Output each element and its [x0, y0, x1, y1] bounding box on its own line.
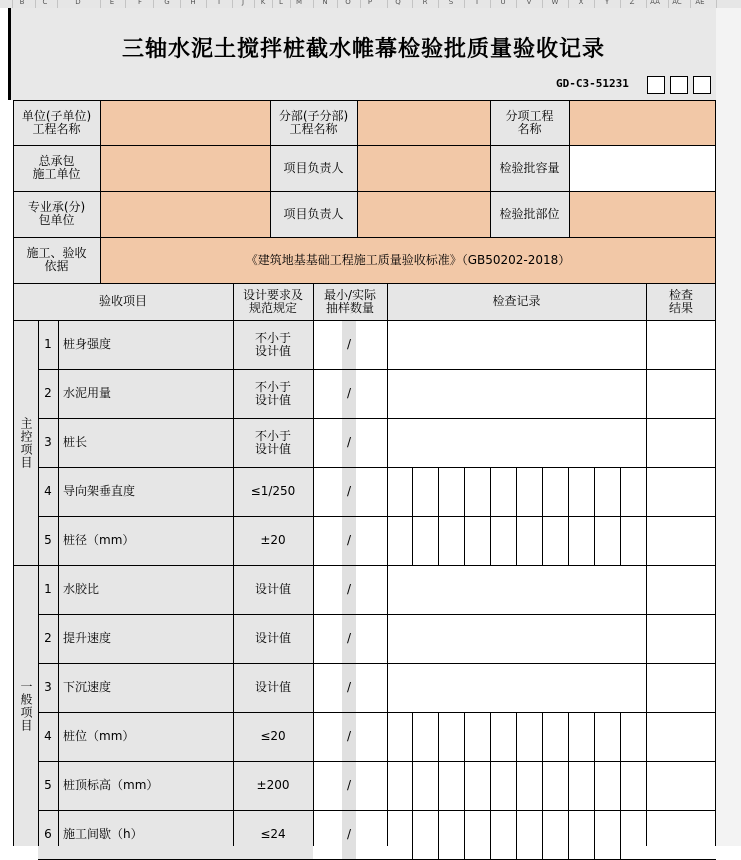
- grid-line: [490, 810, 491, 859]
- row-sample-separator: /: [342, 516, 356, 565]
- row-item-name: 导向架垂直度: [58, 467, 233, 516]
- grid-line: [620, 712, 621, 761]
- row-number: 3: [38, 663, 58, 712]
- row-item-name: 水泥用量: [58, 369, 233, 418]
- column-letter-z: Z: [629, 0, 635, 6]
- row-min-sample-input[interactable]: [313, 614, 342, 663]
- grid-line: [412, 712, 413, 761]
- row-check-record-input[interactable]: [387, 565, 646, 614]
- unit-name-label: 单位(子单位) 工程名称: [13, 100, 100, 145]
- left-border-bar: [8, 8, 11, 100]
- grid-line: [438, 761, 439, 810]
- project-manager-label: 项目负责人: [270, 145, 357, 191]
- sub-contractor-label: 专业承(分) 包单位: [13, 191, 100, 237]
- column-letter-f: F: [137, 0, 143, 6]
- row-check-result-input[interactable]: [646, 810, 716, 859]
- column-letter-c: C: [42, 0, 48, 6]
- division-name-input[interactable]: [357, 100, 490, 145]
- row-item-name: 下沉速度: [58, 663, 233, 712]
- row-design-requirement: 设计值: [233, 614, 313, 663]
- general-group-cell: [13, 565, 38, 846]
- column-letter-u: U: [500, 0, 506, 6]
- grid-line: [490, 100, 491, 237]
- column-letter-ae: AE: [695, 0, 705, 6]
- grid-line: [13, 100, 14, 846]
- grid-line: [438, 712, 439, 761]
- column-letter-w: W: [551, 0, 559, 6]
- row-actual-sample-input[interactable]: [356, 320, 387, 369]
- row-design-requirement: 不小于 设计值: [233, 369, 313, 418]
- row-sample-separator: /: [342, 712, 356, 761]
- general-contractor-label: 总承包 施工单位: [13, 145, 100, 191]
- row-design-requirement: 设计值: [233, 663, 313, 712]
- grid-line: [38, 761, 716, 762]
- row-design-requirement: ≤20: [233, 712, 313, 761]
- grid-line: [58, 320, 59, 846]
- row-item-name: 桩身强度: [58, 320, 233, 369]
- main-group-cell: [13, 320, 38, 565]
- row-min-sample-input[interactable]: [313, 516, 342, 565]
- basis-label: 施工、验收 依据: [13, 237, 100, 283]
- subitem-name-label: 分项工程 名称: [490, 100, 569, 145]
- grid-line: [270, 100, 271, 237]
- column-letter-j: J: [241, 0, 245, 6]
- row-actual-sample-input[interactable]: [356, 810, 387, 859]
- grid-line: [464, 516, 465, 565]
- lot-capacity-label: 检验批容量: [490, 145, 569, 191]
- row-actual-sample-input[interactable]: [356, 761, 387, 810]
- row-min-sample-input[interactable]: [313, 565, 342, 614]
- column-letter-e: E: [109, 0, 115, 6]
- column-letter-h: H: [190, 0, 196, 6]
- row-number: 4: [38, 712, 58, 761]
- grid-line: [100, 100, 101, 283]
- row-check-result-input[interactable]: [646, 369, 716, 418]
- grid-line: [38, 810, 716, 811]
- row-number: 5: [38, 761, 58, 810]
- code-box-3[interactable]: [693, 76, 711, 94]
- column-letter-y: Y: [604, 0, 610, 6]
- row-actual-sample-input[interactable]: [356, 467, 387, 516]
- column-letter-g: G: [164, 0, 170, 6]
- col-sampling-header: 最小/实际 抽样数量: [313, 283, 387, 320]
- lot-location-input[interactable]: [569, 191, 716, 237]
- grid-line: [568, 761, 569, 810]
- grid-line: [568, 467, 569, 516]
- col-design-header: 设计要求及 规范规定: [233, 283, 313, 320]
- grid-line: [38, 320, 39, 846]
- row-check-result-input[interactable]: [646, 614, 716, 663]
- grid-line: [568, 810, 569, 859]
- column-letter-n: N: [322, 0, 328, 6]
- grid-line: [38, 614, 716, 615]
- row-design-requirement: 不小于 设计值: [233, 320, 313, 369]
- grid-line: [490, 467, 491, 516]
- grid-line: [542, 516, 543, 565]
- grid-line: [438, 467, 439, 516]
- grid-line: [13, 100, 716, 101]
- column-letter-l: L: [279, 0, 283, 6]
- grid-line: [412, 761, 413, 810]
- grid-line: [568, 516, 569, 565]
- row-min-sample-input[interactable]: [313, 663, 342, 712]
- row-min-sample-input[interactable]: [313, 467, 342, 516]
- row-min-sample-input[interactable]: [313, 369, 342, 418]
- unit-name-input[interactable]: [100, 100, 270, 145]
- col-record-header: 检查记录: [387, 283, 646, 320]
- sheet-margin: [716, 8, 741, 846]
- column-letter-ac: AC: [672, 0, 682, 6]
- grid-line: [542, 712, 543, 761]
- project-manager-input[interactable]: [357, 145, 490, 191]
- grid-line: [516, 712, 517, 761]
- subitem-name-input[interactable]: [569, 100, 716, 145]
- column-letter-i: I: [217, 0, 221, 6]
- row-check-result-input[interactable]: [646, 467, 716, 516]
- sub-contractor-input[interactable]: [100, 191, 270, 237]
- row-check-record-input[interactable]: [387, 320, 646, 369]
- grid-line: [594, 712, 595, 761]
- grid-line: [516, 516, 517, 565]
- row-check-record-input[interactable]: [387, 663, 646, 712]
- grid-line: [568, 712, 569, 761]
- row-check-result-input[interactable]: [646, 516, 716, 565]
- grid-line: [620, 516, 621, 565]
- row-number: 1: [38, 565, 58, 614]
- grid-line: [620, 810, 621, 859]
- grid-line: [438, 810, 439, 859]
- row-item-name: 桩长: [58, 418, 233, 467]
- grid-line: [13, 237, 716, 238]
- row-number: 2: [38, 369, 58, 418]
- row-actual-sample-input[interactable]: [356, 663, 387, 712]
- row-sample-separator: /: [342, 418, 356, 467]
- row-check-result-input[interactable]: [646, 761, 716, 810]
- grid-line: [13, 145, 716, 146]
- grid-line: [464, 467, 465, 516]
- grid-line: [490, 516, 491, 565]
- grid-line: [594, 516, 595, 565]
- row-min-sample-input[interactable]: [313, 761, 342, 810]
- column-letter-x: X: [578, 0, 584, 6]
- grid-line: [594, 810, 595, 859]
- row-number: 1: [38, 320, 58, 369]
- row-sample-separator: /: [342, 614, 356, 663]
- row-check-record-input[interactable]: [387, 369, 646, 418]
- grid-line: [464, 761, 465, 810]
- row-design-requirement: ≤24: [233, 810, 313, 859]
- basis-value: 《建筑地基基础工程施工质量验收标准》（GB50202-2018）: [100, 237, 716, 283]
- grid-line: [13, 320, 716, 321]
- grid-line: [412, 810, 413, 859]
- col-result-header: 检查 结果: [646, 283, 716, 320]
- grid-line: [38, 663, 716, 664]
- grid-line: [594, 761, 595, 810]
- grid-line: [38, 467, 716, 468]
- row-item-name: 桩位（mm）: [58, 712, 233, 761]
- row-item-name: 提升速度: [58, 614, 233, 663]
- row-actual-sample-input[interactable]: [356, 516, 387, 565]
- row-actual-sample-input[interactable]: [356, 369, 387, 418]
- grid-line: [13, 191, 716, 192]
- general-group-label: 一般项目: [19, 679, 33, 732]
- row-number: 2: [38, 614, 58, 663]
- row-actual-sample-input[interactable]: [356, 418, 387, 467]
- grid-line: [38, 418, 716, 419]
- row-check-result-input[interactable]: [646, 712, 716, 761]
- grid-line: [438, 516, 439, 565]
- grid-line: [13, 283, 716, 284]
- row-item-name: 施工间歇（h）: [58, 810, 233, 859]
- row-item-name: 桩顶标高（mm）: [58, 761, 233, 810]
- row-design-requirement: ±20: [233, 516, 313, 565]
- grid-line: [13, 565, 716, 566]
- general-contractor-input[interactable]: [100, 145, 270, 191]
- row-min-sample-input[interactable]: [313, 418, 342, 467]
- row-item-name: 桩径（mm）: [58, 516, 233, 565]
- grid-line: [490, 761, 491, 810]
- column-letter-aa: AA: [650, 0, 660, 6]
- project-manager-label-2: 项目负责人: [270, 191, 357, 237]
- grid-line: [569, 100, 570, 237]
- column-letter-m: M: [295, 0, 303, 6]
- column-letter-o: O: [345, 0, 351, 6]
- column-letter-s: S: [448, 0, 454, 6]
- form-code: GD-C3-51231: [556, 77, 629, 90]
- row-min-sample-input[interactable]: [313, 810, 342, 859]
- row-min-sample-input[interactable]: [313, 320, 342, 369]
- grid-line: [38, 516, 716, 517]
- grid-line: [542, 761, 543, 810]
- grid-line: [357, 100, 358, 237]
- row-actual-sample-input[interactable]: [356, 614, 387, 663]
- grid-line: [594, 467, 595, 516]
- lot-location-label: 检验批部位: [490, 191, 569, 237]
- row-number: 4: [38, 467, 58, 516]
- row-design-requirement: 设计值: [233, 565, 313, 614]
- row-check-result-input[interactable]: [646, 418, 716, 467]
- row-sample-separator: /: [342, 565, 356, 614]
- grid-line: [516, 467, 517, 516]
- column-letter-p: P: [367, 0, 373, 6]
- grid-line: [542, 467, 543, 516]
- row-check-record-input[interactable]: [387, 614, 646, 663]
- code-box-2[interactable]: [670, 76, 688, 94]
- grid-line: [620, 761, 621, 810]
- grid-line: [464, 712, 465, 761]
- column-letter-b: B: [19, 0, 25, 6]
- row-check-result-input[interactable]: [646, 565, 716, 614]
- column-letter-k: K: [260, 0, 266, 6]
- row-number: 5: [38, 516, 58, 565]
- row-number: 6: [38, 810, 58, 859]
- code-box-1[interactable]: [647, 76, 665, 94]
- grid-line: [542, 810, 543, 859]
- row-item-name: 水胶比: [58, 565, 233, 614]
- row-check-result-input[interactable]: [646, 320, 716, 369]
- row-design-requirement: ±200: [233, 761, 313, 810]
- row-sample-separator: /: [342, 320, 356, 369]
- grid-line: [715, 100, 716, 846]
- row-design-requirement: 不小于 设计值: [233, 418, 313, 467]
- row-check-record-input[interactable]: [387, 418, 646, 467]
- grid-line: [412, 516, 413, 565]
- grid-line: [464, 810, 465, 859]
- column-letter-t: T: [474, 0, 480, 6]
- row-sample-separator: /: [342, 810, 356, 859]
- main-group-label: 主控项目: [19, 416, 33, 469]
- column-letter-v: V: [526, 0, 532, 6]
- col-item-header: 验收项目: [13, 283, 233, 320]
- grid-line: [516, 761, 517, 810]
- project-manager-input-2[interactable]: [357, 191, 490, 237]
- grid-line: [490, 712, 491, 761]
- grid-line: [412, 467, 413, 516]
- column-letter-d: D: [75, 0, 81, 6]
- column-letter-r: R: [422, 0, 428, 6]
- grid-line: [38, 369, 716, 370]
- form-title: 三轴水泥土搅拌桩截水帷幕检验批质量验收记录: [121, 37, 605, 62]
- lot-capacity-input[interactable]: [569, 145, 716, 191]
- division-name-label: 分部(子分部) 工程名称: [270, 100, 357, 145]
- row-actual-sample-input[interactable]: [356, 565, 387, 614]
- column-letter-q: Q: [395, 0, 401, 6]
- row-min-sample-input[interactable]: [313, 712, 342, 761]
- grid-line: [620, 467, 621, 516]
- row-check-result-input[interactable]: [646, 663, 716, 712]
- row-actual-sample-input[interactable]: [356, 712, 387, 761]
- row-sample-separator: /: [342, 761, 356, 810]
- row-sample-separator: /: [342, 663, 356, 712]
- row-sample-separator: /: [342, 467, 356, 516]
- row-design-requirement: ≤1/250: [233, 467, 313, 516]
- grid-line: [516, 810, 517, 859]
- grid-line: [38, 712, 716, 713]
- row-sample-separator: /: [342, 369, 356, 418]
- row-number: 3: [38, 418, 58, 467]
